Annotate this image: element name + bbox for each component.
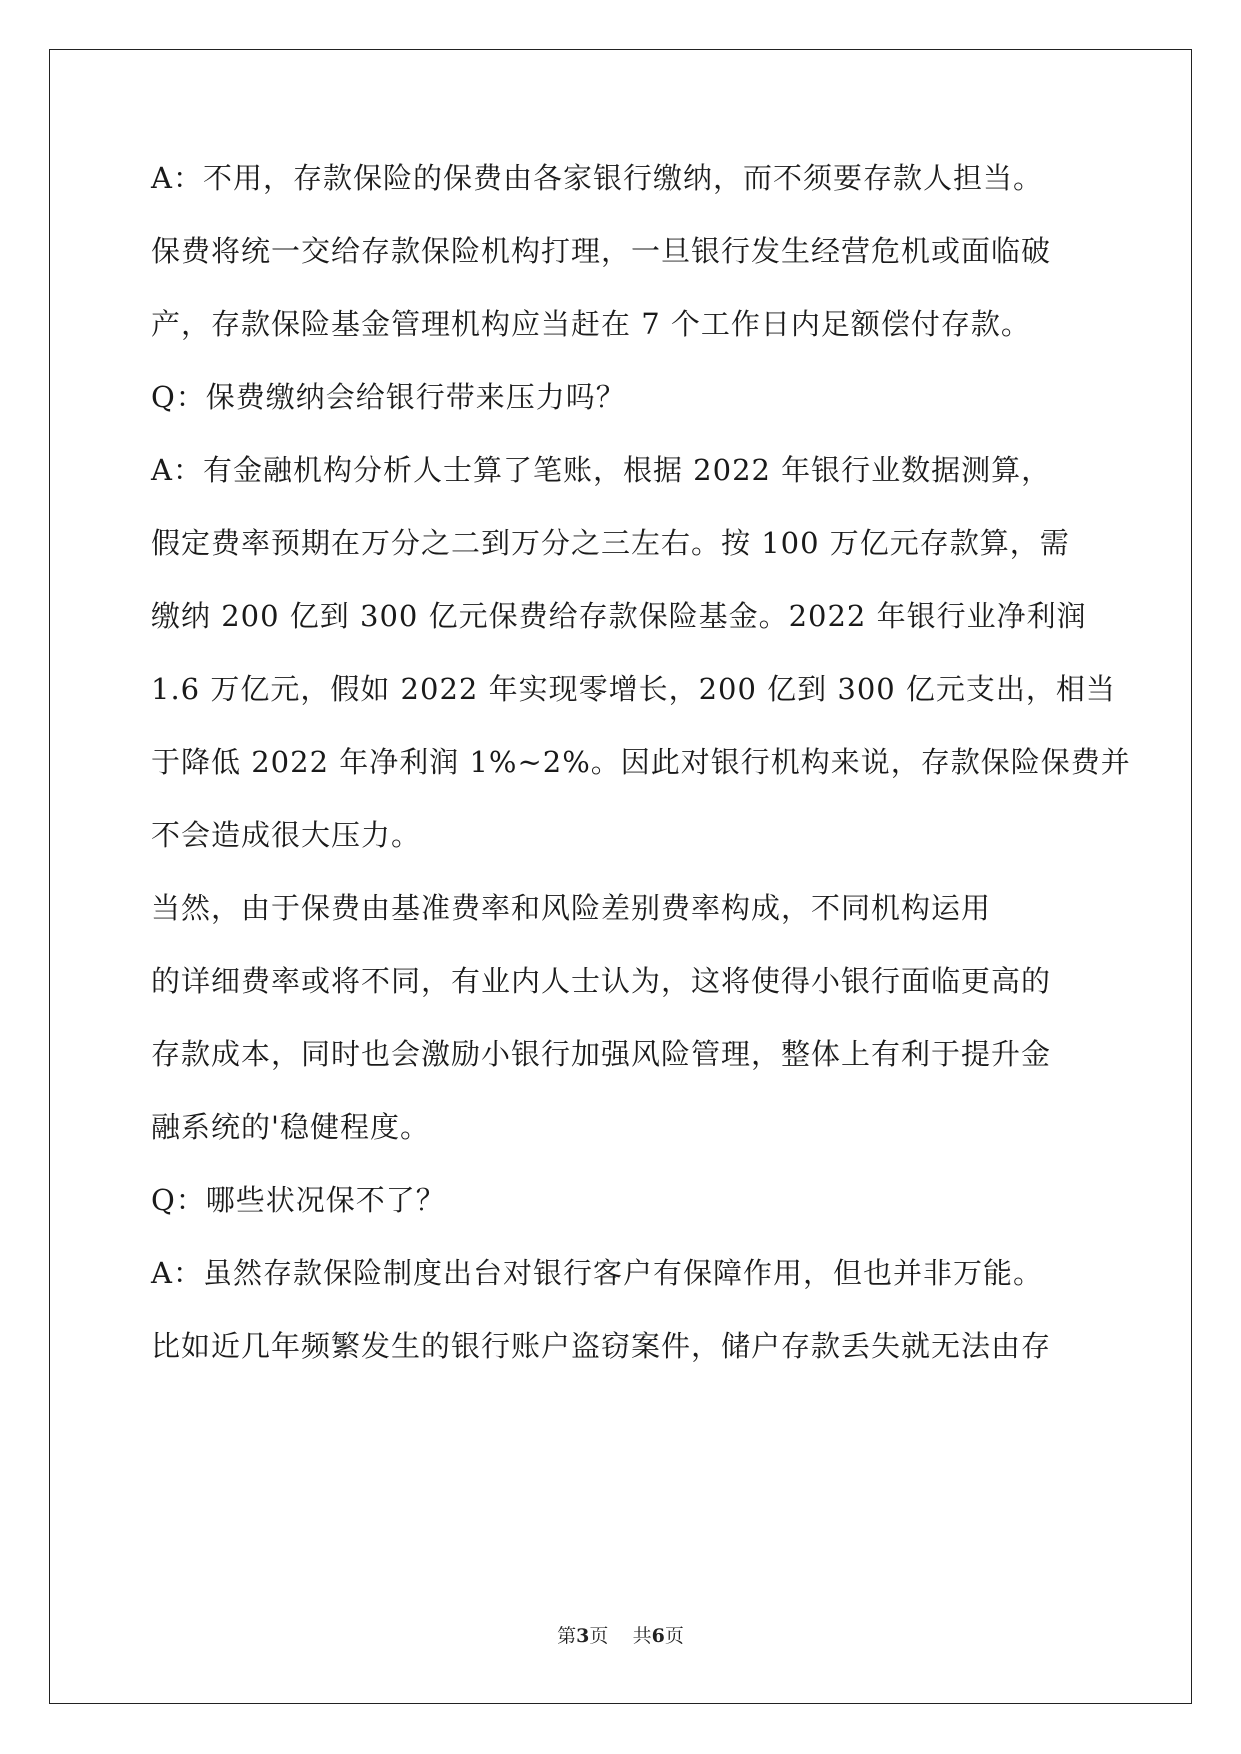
text-line: A：虽然存款保险制度出台对银行客户有保障作用，但也并非万能。 xyxy=(151,1256,1043,1290)
text-line: 当然，由于保费由基准费率和风险差别费率构成，不同机构运用 xyxy=(151,891,992,925)
text-line: 的详细费率或将不同，有业内人士认为，这将使得小银行面临更高的 xyxy=(151,964,1052,998)
text-line: 存款成本，同时也会激励小银行加强风险管理，整体上有利于提升金 xyxy=(151,1037,1052,1071)
page-footer xyxy=(0,1621,1241,1648)
text-line: 保费将统一交给存款保险机构打理，一旦银行发生经营危机或面临破 xyxy=(151,234,1052,268)
text-line: 不会造成很大压力。 xyxy=(151,818,422,852)
text-line: 缴纳 200 亿到 300 亿元保费给存款保险基金。2022 年银行业净利润 xyxy=(151,599,1087,633)
text-line: 1.6 万亿元，假如 2022 年实现零增长，200 亿到 300 亿元支出，相当 xyxy=(151,672,1116,706)
page-prefix: 第 xyxy=(557,1625,577,1647)
text-line: 假定费率预期在万分之二到万分之三左右。按 100 万亿元存款算，需 xyxy=(151,526,1070,560)
page-total: 6 xyxy=(651,1625,665,1647)
total-prefix: 共 xyxy=(632,1625,652,1647)
text-line: 于降低 2022 年净利润 1%~2%。因此对银行机构来说，存款保险保费并 xyxy=(151,745,1131,779)
total-suffix: 页 xyxy=(664,1625,684,1647)
page-border xyxy=(49,49,1192,1704)
page-current: 3 xyxy=(576,1625,590,1647)
text-line: A：不用，存款保险的保费由各家银行缴纳，而不须要存款人担当。 xyxy=(151,161,1043,195)
text-line: 比如近几年频繁发生的银行账户盗窃案件，储户存款丢失就无法由存 xyxy=(151,1329,1052,1363)
text-line: A：有金融机构分析人士算了笔账，根据 2022 年银行业数据测算， xyxy=(151,453,1052,487)
text-line: Q：哪些状况保不了？ xyxy=(151,1183,446,1217)
text-line: 融系统的'稳健程度。 xyxy=(151,1110,430,1144)
text-line: Q：保费缴纳会给银行带来压力吗？ xyxy=(151,380,626,414)
text-line: 产，存款保险基金管理机构应当赶在 7 个工作日内足额偿付存款。 xyxy=(151,307,1031,341)
page-suffix: 页 xyxy=(589,1625,609,1647)
